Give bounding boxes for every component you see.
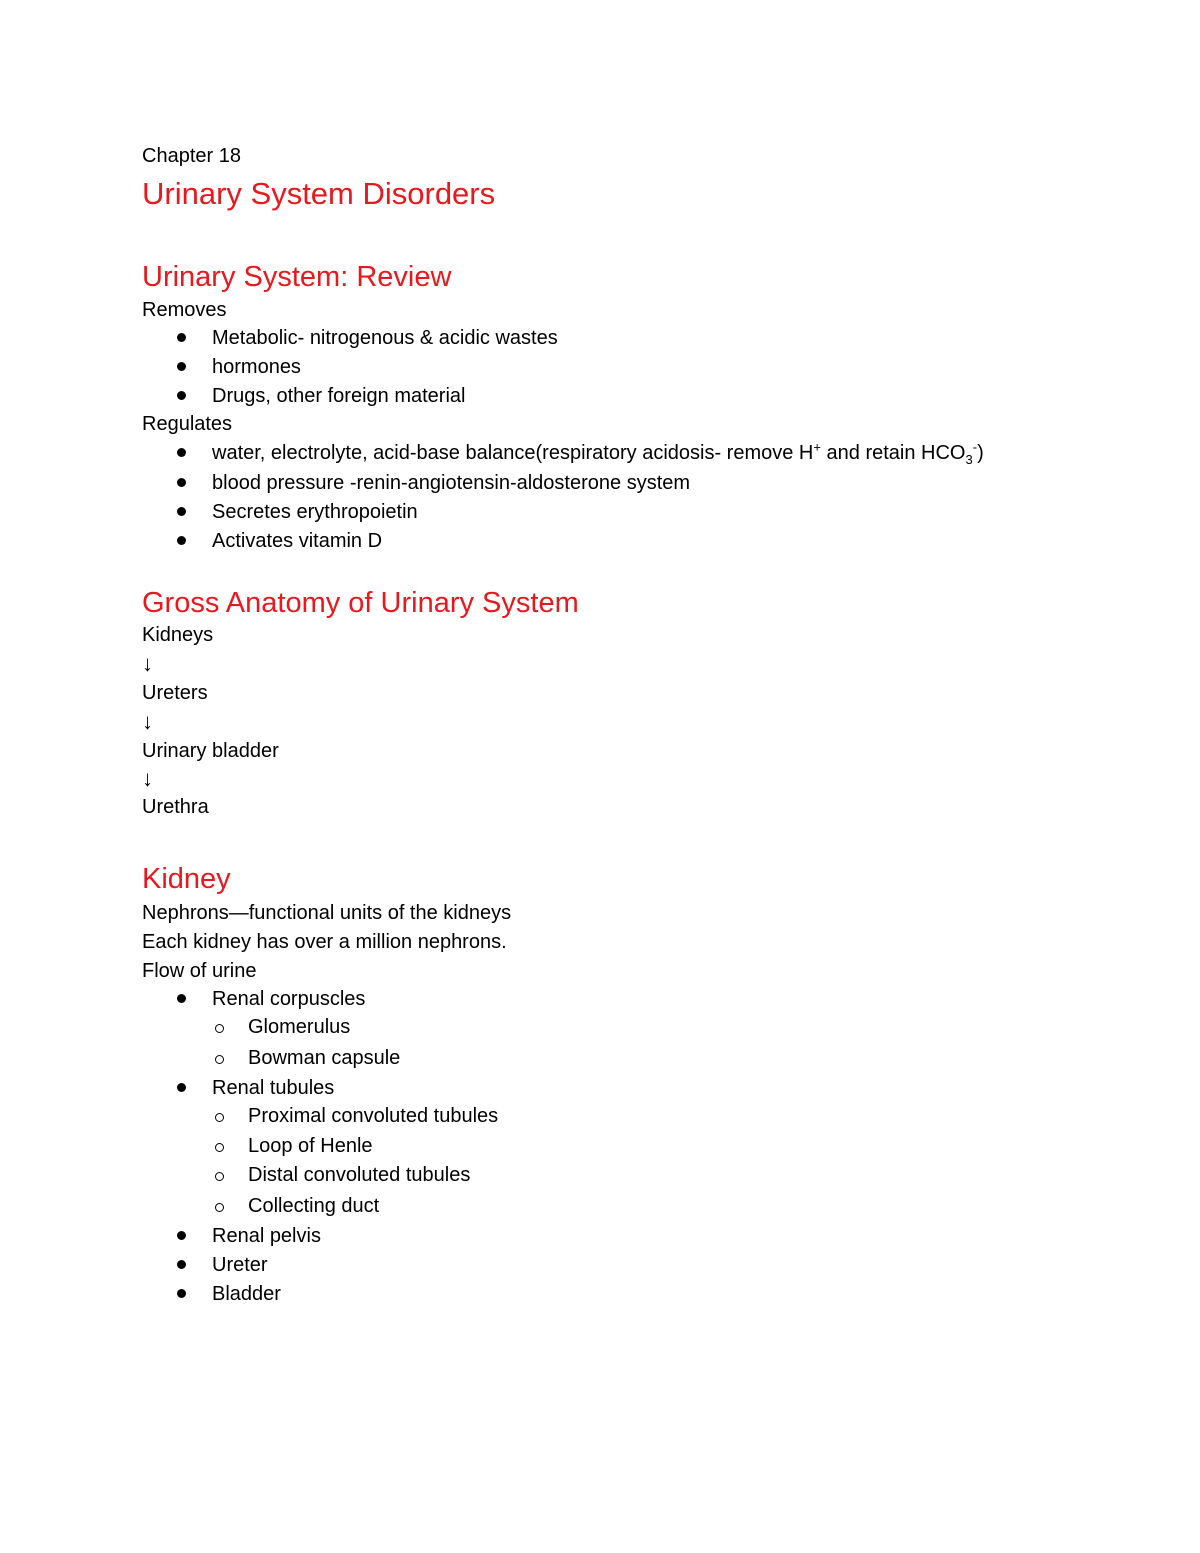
kidney-line: Each kidney has over a million nephrons. xyxy=(142,931,507,953)
bullet-dot-icon xyxy=(177,536,186,545)
flow-item: Bladder xyxy=(212,1283,281,1305)
flow-step: Urethra xyxy=(142,796,209,818)
flow-item: Ureter xyxy=(212,1254,268,1276)
document-title: Urinary System Disorders xyxy=(142,176,496,211)
removes-label: Removes xyxy=(142,299,227,321)
regulates-item: Activates vitamin D xyxy=(212,530,383,552)
flow-item: Renal corpuscles xyxy=(212,988,366,1010)
bullet-circle-icon xyxy=(215,1203,224,1212)
chapter-label: Chapter 18 xyxy=(142,145,241,167)
regulates-item: blood pressure -renin-angiotensin-aldosterone system xyxy=(212,472,691,494)
regulates-text-part: ) xyxy=(977,442,984,464)
flow-subitem: Glomerulus xyxy=(248,1016,351,1038)
flow-step: Kidneys xyxy=(142,624,214,646)
bullet-circle-icon xyxy=(215,1024,224,1033)
bicarbonate-charge: - xyxy=(972,439,978,455)
regulates-text-part: and retain HCO xyxy=(820,442,966,464)
hydrogen-charge: + xyxy=(813,439,821,455)
review-heading: Urinary System: Review xyxy=(142,261,452,293)
bullet-dot-icon xyxy=(177,362,186,371)
bullet-dot-icon xyxy=(177,478,186,487)
bullet-dot-icon xyxy=(177,333,186,342)
anatomy-heading: Gross Anatomy of Urinary System xyxy=(142,587,579,619)
removes-item: Drugs, other foreign material xyxy=(212,385,466,407)
bullet-circle-icon xyxy=(215,1172,224,1181)
regulates-label: Regulates xyxy=(142,413,233,435)
kidney-heading: Kidney xyxy=(142,863,231,895)
flow-subitem: Distal convoluted tubules xyxy=(248,1164,471,1186)
bullet-circle-icon xyxy=(215,1055,224,1064)
bullet-dot-icon xyxy=(177,1083,186,1092)
bicarbonate-subscript: 3 xyxy=(965,452,973,467)
removes-item: hormones xyxy=(212,356,301,378)
flow-subitem: Proximal convoluted tubules xyxy=(248,1105,499,1127)
flow-step: Ureters xyxy=(142,682,208,704)
regulates-text-part: water, electrolyte, acid-base balance(respiratory acidosis- remove H xyxy=(212,442,814,464)
flow-subitem: Loop of Henle xyxy=(248,1135,373,1157)
bullet-dot-icon xyxy=(177,1289,186,1298)
bullet-dot-icon xyxy=(177,1231,186,1240)
regulates-item-acid-base xyxy=(212,441,984,465)
bullet-dot-icon xyxy=(177,448,186,457)
flow-subitem: Bowman capsule xyxy=(248,1047,401,1069)
kidney-line: Nephrons—functional units of the kidneys xyxy=(142,902,512,924)
regulates-item: Secretes erythropoietin xyxy=(212,501,418,523)
bullet-dot-icon xyxy=(177,391,186,400)
flow-step: Urinary bladder xyxy=(142,740,279,762)
down-arrow-icon: ↓ xyxy=(142,651,153,676)
bullet-circle-icon xyxy=(215,1143,224,1152)
flow-subitem: Collecting duct xyxy=(248,1195,380,1217)
down-arrow-icon: ↓ xyxy=(142,709,153,734)
down-arrow-icon: ↓ xyxy=(142,766,153,791)
bullet-dot-icon xyxy=(177,507,186,516)
removes-item: Metabolic- nitrogenous & acidic wastes xyxy=(212,327,558,349)
flow-item: Renal tubules xyxy=(212,1077,335,1099)
bullet-dot-icon xyxy=(177,1260,186,1269)
bullet-dot-icon xyxy=(177,994,186,1003)
flow-item: Renal pelvis xyxy=(212,1225,321,1247)
bullet-circle-icon xyxy=(215,1113,224,1122)
kidney-line: Flow of urine xyxy=(142,960,257,982)
